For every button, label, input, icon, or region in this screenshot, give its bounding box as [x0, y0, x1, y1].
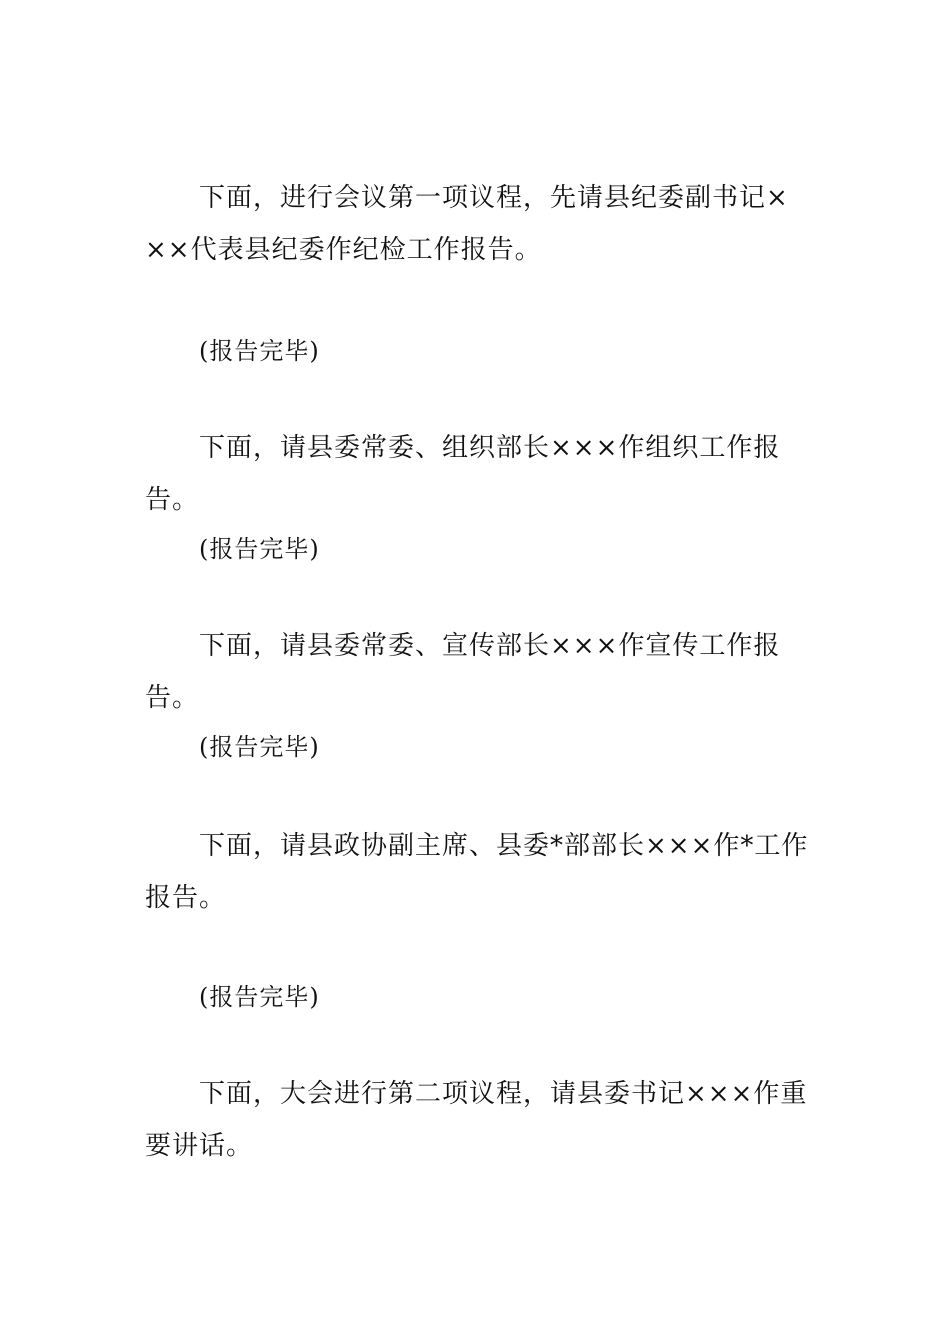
report-complete-note: (报告完毕) — [199, 337, 320, 365]
paragraph-cppcc-report: 下面，请县政协副主席、县委*部部长×××作*工作报告。 — [145, 831, 809, 913]
report-complete-note: (报告完毕) — [199, 733, 320, 761]
paragraph-discipline-report: 下面，进行会议第一项议程，先请县纪委副书记×××代表县纪委作纪检工作报告。 — [145, 183, 789, 265]
paragraph-organization-report: 下面，请县委常委、组织部长×××作组织工作报告。 — [145, 433, 781, 515]
paragraph-propaganda-report: 下面，请县委常委、宣传部长×××作宣传工作报告。 — [145, 631, 781, 713]
report-complete-note: (报告完毕) — [199, 535, 320, 563]
report-complete-note: (报告完毕) — [199, 983, 320, 1011]
paragraph-secretary-speech: 下面，大会进行第二项议程，请县委书记×××作重要讲话。 — [145, 1079, 808, 1161]
